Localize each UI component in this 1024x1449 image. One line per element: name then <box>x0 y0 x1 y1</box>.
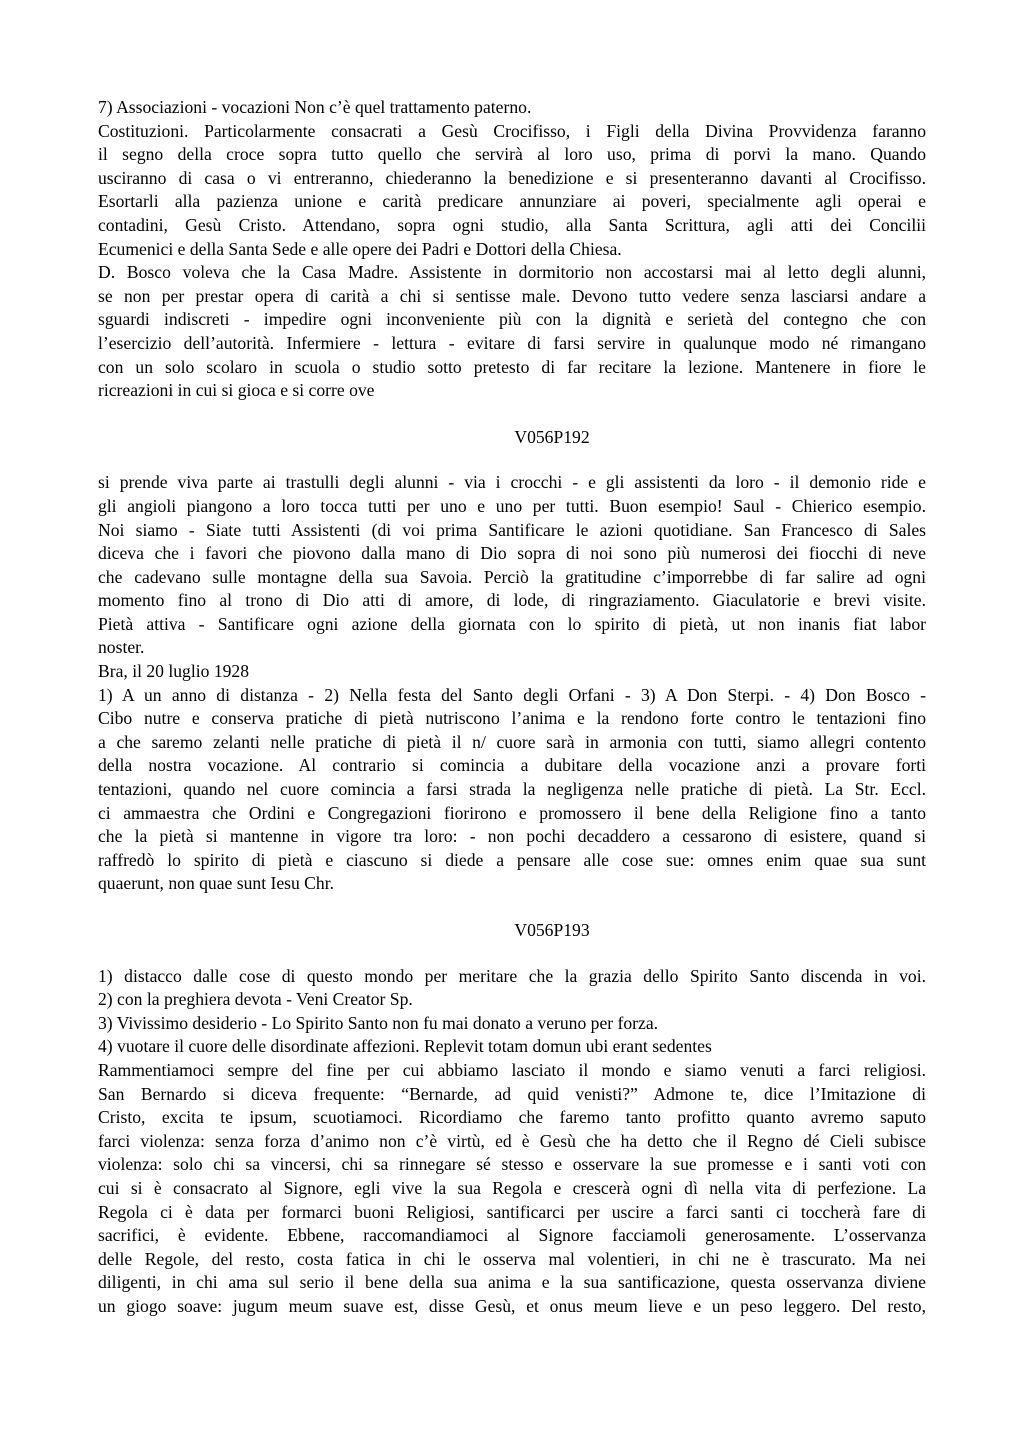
page-marker-2: V056P193 <box>514 920 590 940</box>
text-line: 1) A un anno di distanza - 2) Nella festa del Santo degli Orfani - 3) A Don Sterpi. - 4) Don Bosco - <box>98 684 926 705</box>
text-line: 4) vuotare il cuore delle disordinate affezioni. Replevit totam domun ubi erant sedentes <box>98 1036 712 1057</box>
text-block-1 <box>98 96 926 403</box>
text-line: della nostra vocazione. Al contrario si comincia a dubitare della vocazione anzi a provare forti <box>98 755 926 776</box>
text-line: sguardi indiscreti - impedire ogni inconveniente più con la dignità e serietà del contegno che con <box>98 309 926 330</box>
text-line: 7) Associazioni - vocazioni Non c’è quel trattamento paterno. <box>98 97 532 117</box>
text-line: momento fino al trono di Dio atti di amore, di lode, di ringraziamento. Giaculatorie e brevi visite. <box>98 590 926 611</box>
text-block-2 <box>98 471 926 896</box>
text-block-3 <box>98 965 926 1319</box>
text-line: se non per prestar opera di carità a chi si sentisse male. Devono tutto vedere senza lasciarsi andare a <box>98 285 926 306</box>
text-line: raffredò lo spirito di pietà e ciascuno si diede a pensare alle cose sue: omnes enim quae sua sunt <box>98 849 926 870</box>
text-line: Pietà attiva - Santificare ogni azione della giornata con lo spirito di pietà, ut non inanis fiat labor <box>98 613 926 634</box>
text-line: Bra, il 20 luglio 1928 <box>98 661 250 682</box>
text-line: diligenti, in chi ama sul serio il bene della sua anima e la sua santificazione, questa osservanza diviene <box>98 1272 926 1293</box>
text-line: diceva che i favori che piovono dalla mano di Dio sopra di noi sono più numerosi dei fiocchi di neve <box>98 543 926 564</box>
text-line: Ecumenici e della Santa Sede e alle opere dei Padri e Dottori della Chiesa. <box>98 238 622 259</box>
text-line: Esortarli alla pazienza unione e carità predicare annunziare ai poveri, specialmente agli operai e <box>98 191 926 212</box>
text-line: usciranno di casa o vi entreranno, chiederanno la benedizione e si presenteranno davanti al Crocifisso. <box>98 167 926 188</box>
text-line: cui si è consacrato al Signore, egli vive la sua Regola e crescerà ogni dì nella vita di perfezione. La <box>98 1177 926 1198</box>
text-line: violenza: solo chi sa vincersi, chi sa rinnegare sé stesso e osservare la sue promesse e i santi voti con <box>98 1154 926 1175</box>
text-line: ci ammaestra che Ordini e Congregazioni fiorirono e promossero il bene della Religione fino a tanto <box>98 802 926 823</box>
text-line: tentazioni, quando nel cuore comincia a farsi strada la negligenza nelle pratiche di pietà. La Str. Eccl. <box>98 779 926 800</box>
page-marker-1: V056P192 <box>514 426 590 447</box>
text-line: un giogo soave: jugum meum suave est, disse Gesù, et onus meum lieve e un peso leggero. Del resto, <box>98 1295 926 1316</box>
text-line: delle Regole, del resto, costa fatica in chi le osserva mal volentieri, in chi ne è trascurato. Ma nei <box>98 1248 926 1269</box>
text-line: noster. <box>98 637 145 658</box>
text-line: Noi siamo - Siate tutti Assistenti (di voi prima Santificare le azioni quotidiane. San Francesco di Sales <box>98 519 926 540</box>
text-line: il segno della croce sopra tutto quello che servirà al loro uso, prima di porvi la mano. Quando <box>98 144 926 165</box>
text-line: a che saremo zelanti nelle pratiche di pietà il n/ cuore sarà in armonia con tutti, siamo allegri contento <box>98 731 926 752</box>
text-line: San Bernardo si diceva frequente: “Bernarde, ad quid venisti?” Admone te, dice l’Imitazione di <box>98 1083 926 1104</box>
text-line: quaerunt, non quae sunt Iesu Chr. <box>98 873 335 894</box>
text-line: D. Bosco voleva che la Casa Madre. Assistente in dormitorio non accostarsi mai al letto degli alunni, <box>98 262 926 283</box>
text-line: che cadevano sulle montagne della sua Savoia. Perciò la gratitudine c’imporrebbe di far salire ad ogni <box>98 566 926 587</box>
text-line: 3) Vivissimo desiderio - Lo Spirito Santo non fu mai donato a veruno per forza. <box>98 1012 659 1033</box>
text-line: con un solo scolaro in scuola o studio sotto pretesto di far recitare la lezione. Mantenere in fiore le <box>98 356 926 377</box>
text-line: 2) con la preghiera devota - Veni Creator Sp. <box>98 989 413 1010</box>
text-line: si prende viva parte ai trastulli degli alunni - via i crocchi - e gli assistenti da loro - il demonio ride e <box>98 472 926 493</box>
text-line: 1) distacco dalle cose di questo mondo per meritare che la grazia dello Spirito Santo discenda in voi. <box>98 965 926 986</box>
text-line: Cristo, excita te ipsum, scuotiamoci. Ricordiamo che faremo tanto profitto quanto avremo saputo <box>98 1107 926 1128</box>
text-line: contadini, Gesù Cristo. Attendano, sopra ogni studio, alla Santa Scrittura, agli atti dei Concilii <box>98 214 926 235</box>
text-line: Regola ci è data per formarci buoni Religiosi, santificarci per uscire a farci santi ci toccherà fare di <box>98 1201 926 1222</box>
text-line: ricreazioni in cui si gioca e si corre ove <box>98 380 375 401</box>
text-line: che la pietà si mantenne in vigore tra loro: - non pochi decaddero a cessarono di esistere, quand si <box>98 826 926 847</box>
text-line: Rammentiamoci sempre del fine per cui abbiamo lasciato il mondo e siamo venuti a farci religiosi. <box>98 1059 926 1080</box>
text-line: Cibo nutre e conserva pratiche di pietà nutriscono l’anima e la rendono forte contro le tentazioni fino <box>98 708 926 729</box>
text-line: farci violenza: senza forza d’animo non c’è virtù, ed è Gesù che ha detto che il Regno dé Cieli subisce <box>98 1130 926 1151</box>
text-line: sacrifici, è evidente. Ebbene, raccomandiamoci al Signore facciamoli generosamente. L’osservanza <box>98 1225 926 1246</box>
text-line: gli angioli piangono a loro tocca tutti per uno e uno per tutti. Buon esempio! Saul - Chierico esempio. <box>98 495 926 516</box>
text-line: l’esercizio dell’autorità. Infermiere - lettura - evitare di farsi servire in qualunque modo né rimangano <box>98 332 926 353</box>
text-line: Costituzioni. Particolarmente consacrati a Gesù Crocifisso, i Figli della Divina Provvidenza faranno <box>98 120 926 141</box>
